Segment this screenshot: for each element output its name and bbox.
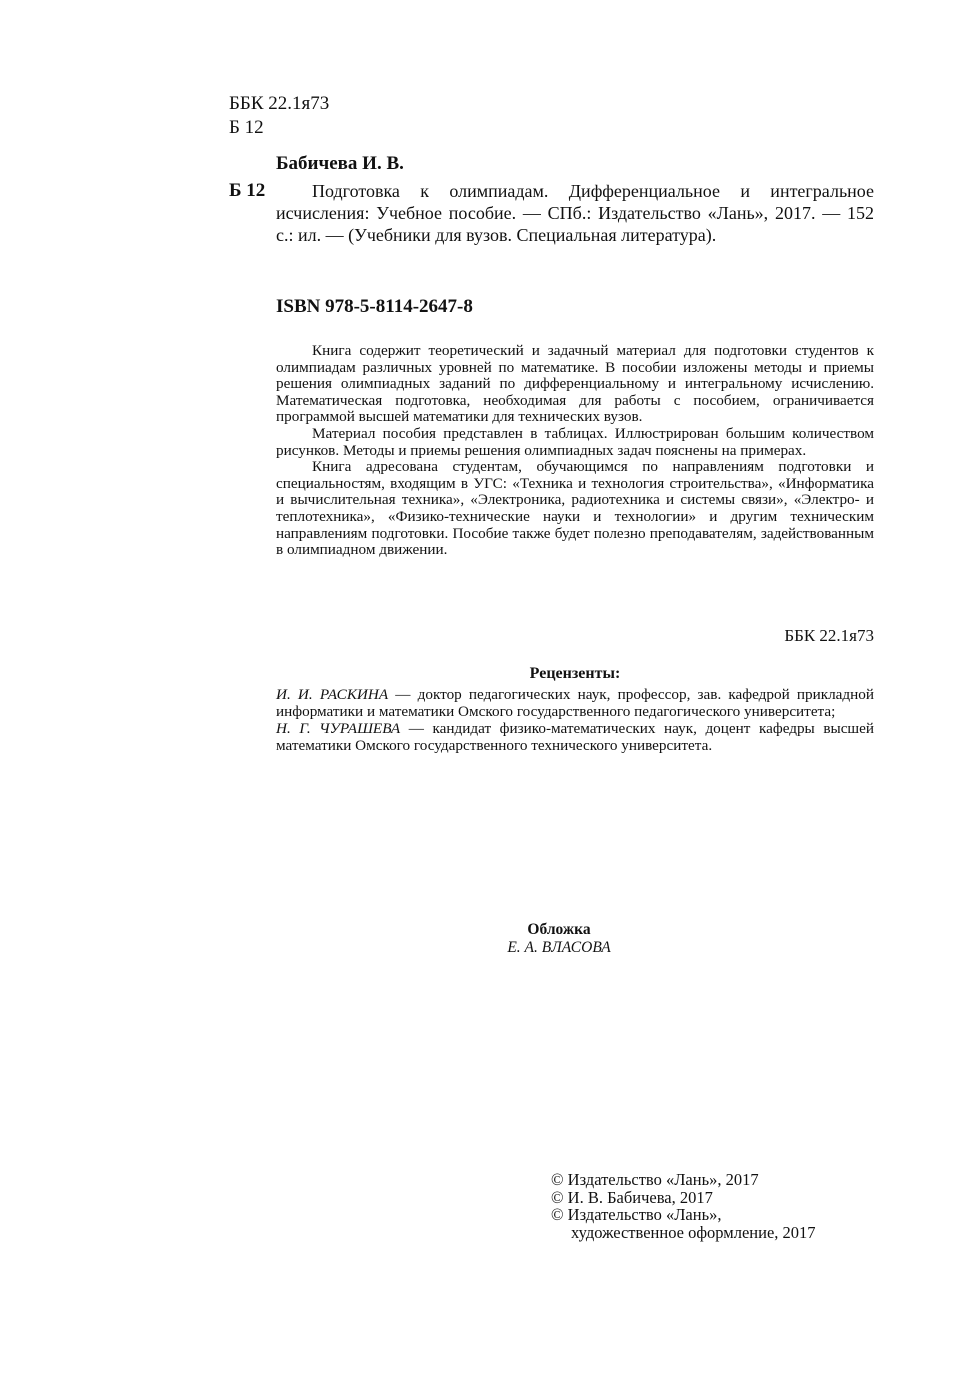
- reviewers-list: [276, 686, 874, 754]
- copyright-line: © Издательство «Лань», 2017: [551, 1170, 759, 1189]
- cover-title: Обложка: [527, 921, 591, 938]
- author-name: Бабичева И. В.: [276, 153, 404, 174]
- copyright-line: © И. В. Бабичева, 2017: [551, 1187, 713, 1207]
- bbk-code: ББК 22.1я73: [229, 93, 330, 114]
- biblio-text: Подготовка к олимпиадам. Дифференциальное и интегральное исчисления: Учебное пособие. — СПб.: Издательство «Лань», 2017. — 152 с.: ил. — (Учебники для вузов. Специальная литература).: [276, 181, 874, 245]
- reviewers-heading: Рецензенты:: [529, 665, 621, 682]
- annotation-paragraph: Материал пособия представлен в таблицах. Иллюстрирован большим количеством рисунков. Методы и приемы решения олимпиадных задач пояснены на примерах.: [276, 424, 874, 459]
- bibliographic-description: [276, 180, 874, 246]
- author-mark-bold: Б 12: [229, 180, 266, 201]
- cover-designer: Е. А. ВЛАСОВА: [507, 939, 611, 956]
- cover-credit: [276, 921, 842, 957]
- reviewer-entry: [276, 720, 874, 754]
- bbk-code-right: ББК 22.1я73: [784, 626, 874, 645]
- copyright-line: © Издательство «Лань»,: [551, 1205, 722, 1224]
- reviewer-name: И. И. РАСКИНА: [276, 686, 389, 703]
- bbk-block: [229, 92, 329, 140]
- reviewer-details: — доктор педагогических наук, профессор, зав. кафедрой прикладной информатики и математики Омского государственного педагогического университета;: [276, 686, 874, 720]
- annotation-paragraph: Книга содержит теоретический и задачный материал для подготовки студентов к олимпиадам различных уровней по математике. В пособии изложены методы и приемы решения олимпиадных заданий по дифференциальному и интегральному исчислению. Математическая подготовка, необходимая для работы с пособием, ограничивается программой высшей математики для технических вузов.: [276, 342, 874, 426]
- annotation-paragraph: Книга адресована студентам, обучающимся по направлениям подготовки и специальностям, входящим в УГС: «Техника и технология строительства», «Информатика и вычислительная техника», «Электроника, радиотехника и системы связи», «Электро- и теплотехника», «Физико-технические науки и технологии» и другим техническим направлениям подготовки. Пособие также будет полезно преподавателям, задействованным в олимпиадном движении.: [276, 458, 874, 559]
- reviewer-details: — кандидат физико-математических наук, доцент кафедры высшей математики Омского государственного технического университета.: [276, 720, 874, 754]
- isbn: ISBN 978-5-8114-2647-8: [276, 296, 473, 317]
- reviewer-name: Н. Г. ЧУРАШЕВА: [276, 720, 401, 737]
- annotation: [276, 343, 874, 559]
- reviewer-entry: [276, 686, 874, 720]
- copyright-block: [551, 1171, 816, 1241]
- author-mark: Б 12: [229, 117, 264, 138]
- copyright-line: художественное оформление, 2017: [571, 1222, 816, 1242]
